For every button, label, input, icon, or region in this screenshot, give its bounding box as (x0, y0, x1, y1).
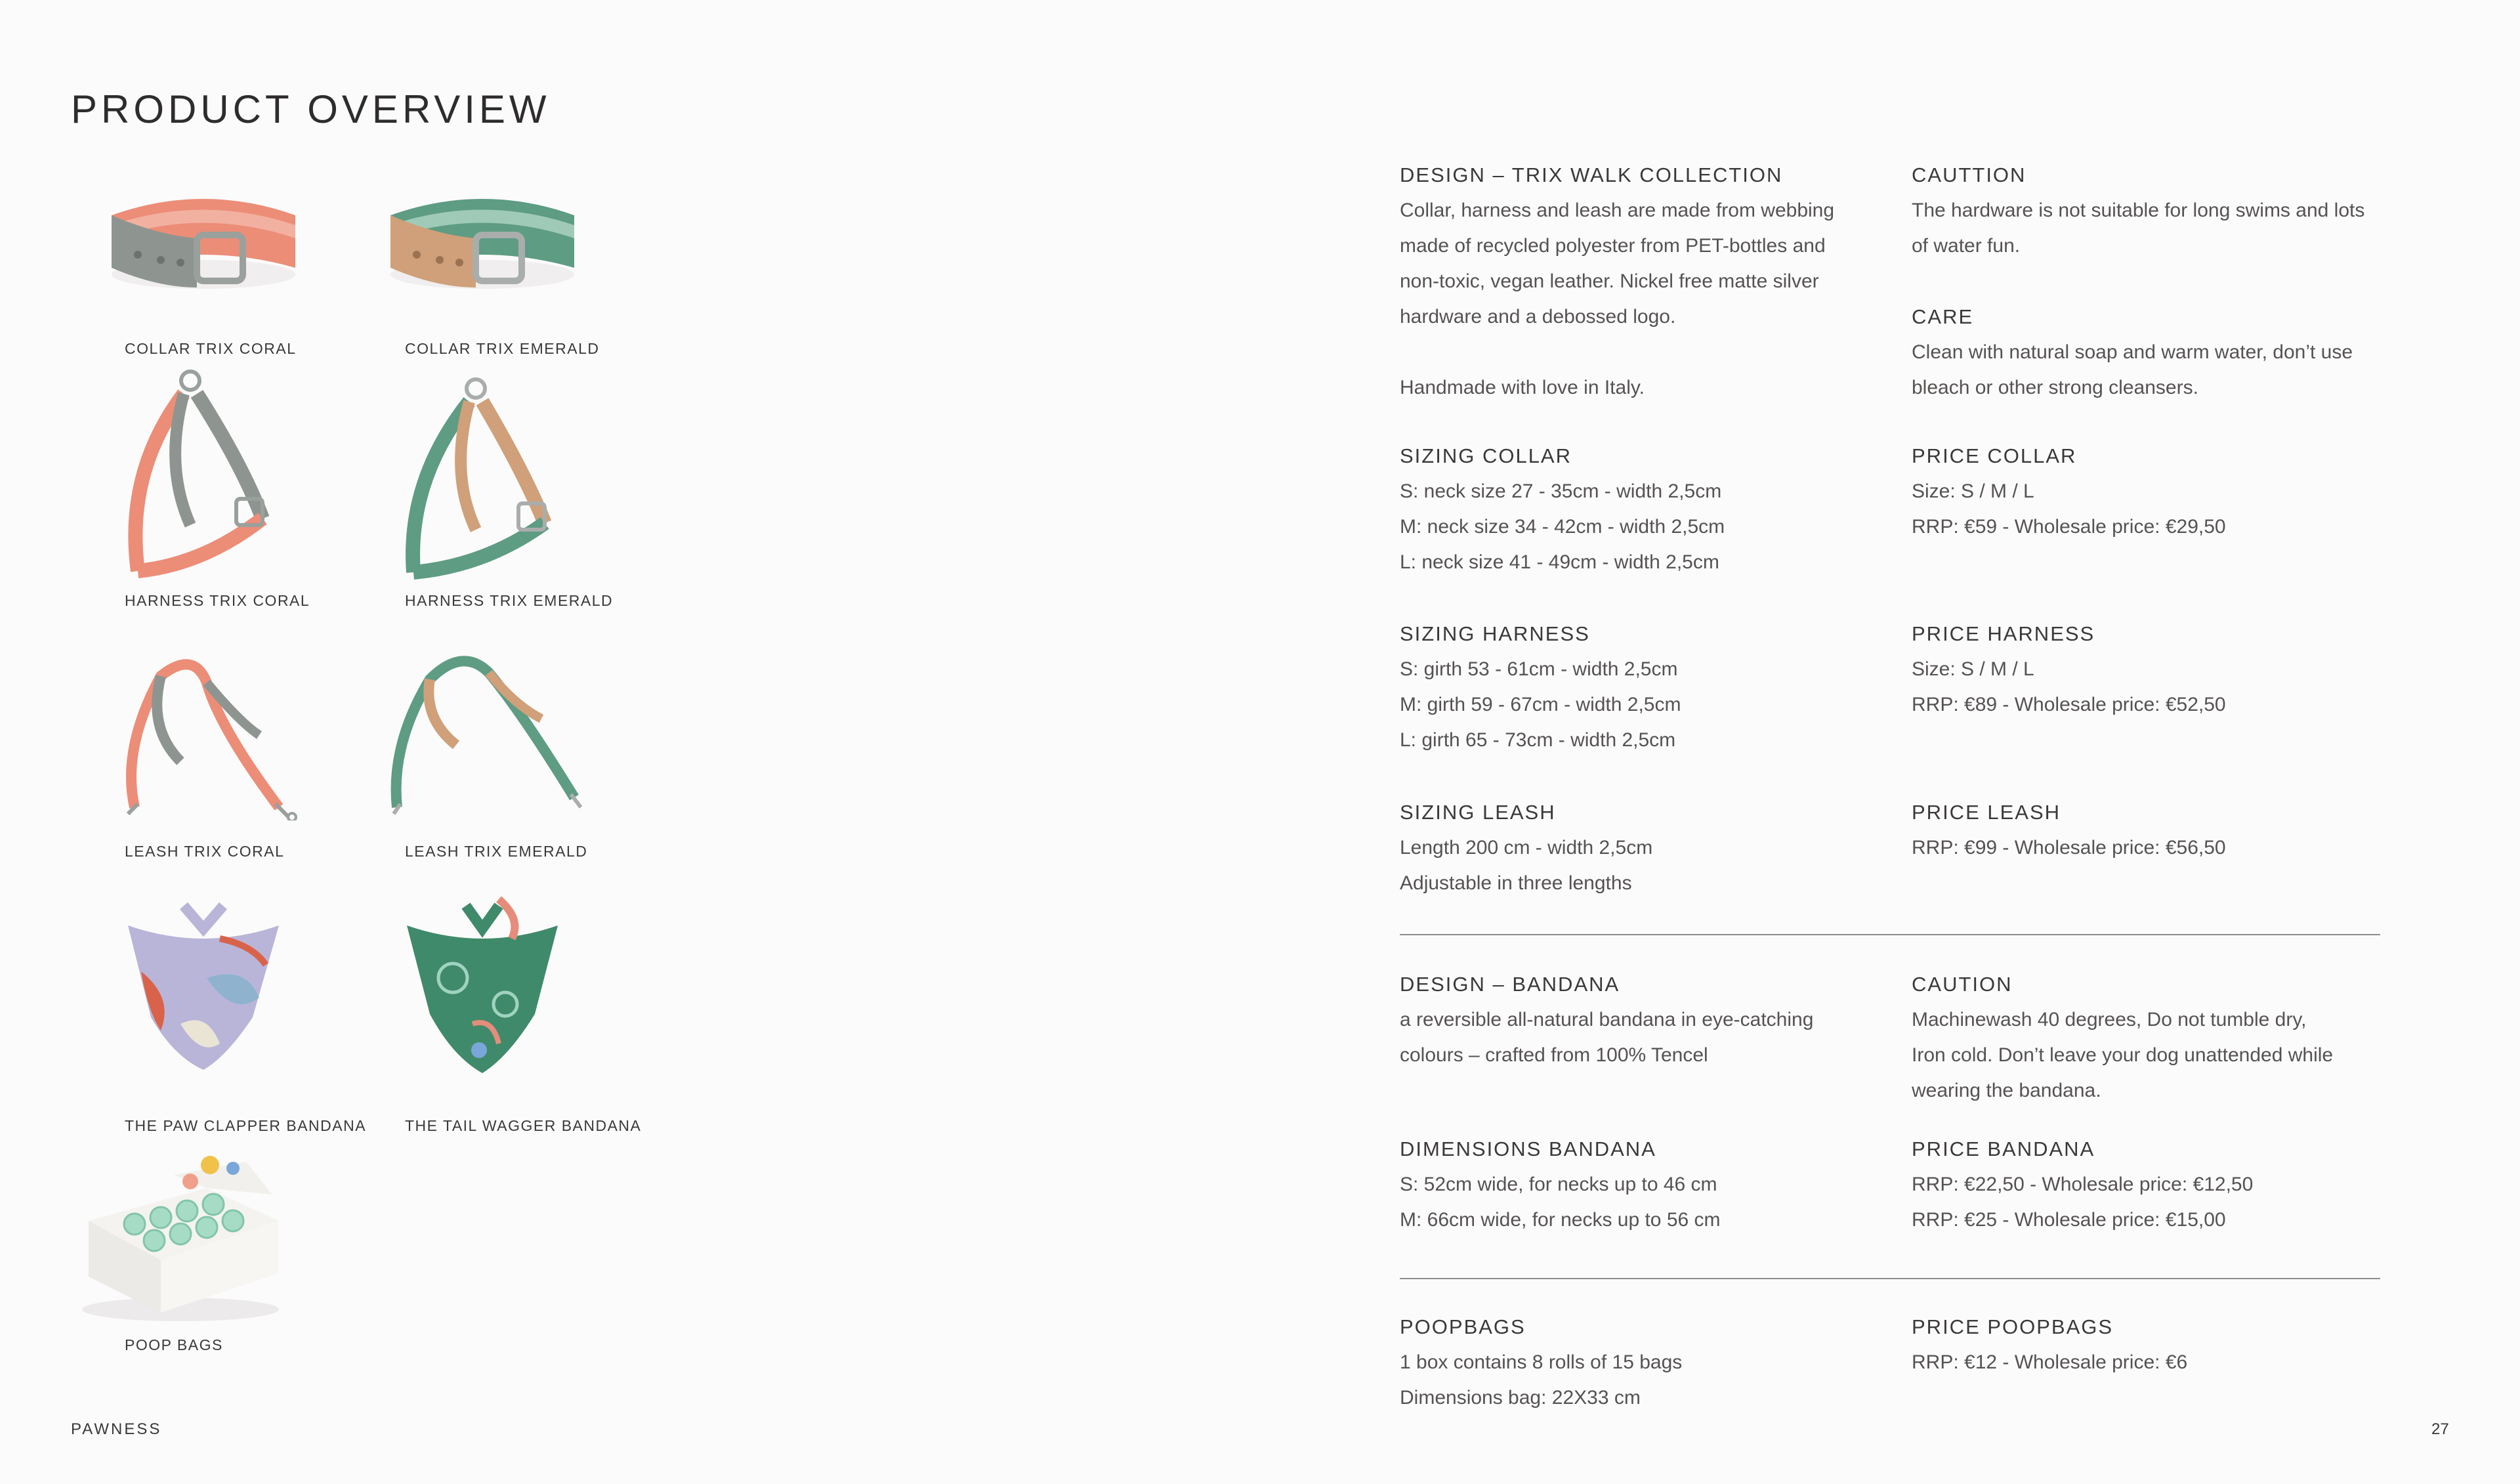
product-label: HARNESS TRIX CORAL (125, 592, 310, 609)
section-line: S: girth 53 - 61cm - width 2,5cm (1400, 658, 1678, 680)
section-line: made of recycled polyester from PET-bottles and (1400, 235, 1826, 257)
section-line: non-toxic, vegan leather. Nickel free matte silver (1400, 270, 1819, 292)
section-heading: PRICE POOPBAGS (1912, 1315, 2114, 1338)
brand-footer: PAWNESS (71, 1420, 162, 1438)
price-harness-section (1912, 616, 2384, 723)
section-line: colours – crafted from 100% Tencel (1400, 1044, 1708, 1066)
section-heading: POOPBAGS (1400, 1315, 1526, 1338)
price-poopbags-section (1912, 1309, 2384, 1380)
section-line: Collar, harness and leash are made from webbing (1400, 200, 1835, 221)
section-line: Size: S / M / L (1912, 658, 2034, 680)
section-heading: CAUTTION (1912, 163, 2026, 186)
design-bandana-section (1400, 967, 1872, 1073)
bandana-tail-wagger-image (400, 893, 564, 1076)
dimensions-bandana-section (1400, 1132, 1872, 1238)
page-number: 27 (2431, 1420, 2449, 1438)
section-line: RRP: €99 - Wholesale price: €56,50 (1912, 837, 2226, 859)
section-line: M: girth 59 - 67cm - width 2,5cm (1400, 694, 1681, 715)
section-line: bleach or other strong cleansers. (1912, 377, 2198, 398)
poop-bags-image (75, 1149, 285, 1326)
section-line: M: neck size 34 - 42cm - width 2,5cm (1400, 516, 1725, 538)
product-label: LEASH TRIX EMERALD (405, 843, 588, 860)
leash-emerald-image (384, 647, 587, 817)
section-line: M: 66cm wide, for necks up to 56 cm (1400, 1209, 1721, 1231)
product-label: COLLAR TRIX EMERALD (405, 340, 600, 357)
section-heading: DESIGN – TRIX WALK COLLECTION (1400, 163, 1783, 186)
section-line: L: girth 65 - 73cm - width 2,5cm (1400, 729, 1676, 751)
section-line: hardware and a debossed logo. (1400, 306, 1676, 328)
section-divider (1400, 1278, 2380, 1279)
section-line: Size: S / M / L (1912, 480, 2034, 502)
product-label: HARNESS TRIX EMERALD (405, 592, 614, 609)
collar-emerald-image (377, 176, 587, 320)
price-bandana-section (1912, 1132, 2384, 1238)
section-heading: DIMENSIONS BANDANA (1400, 1137, 1656, 1160)
product-label: COLLAR TRIX CORAL (125, 340, 297, 357)
collar-coral-image (98, 176, 308, 320)
section-line: Machinewash 40 degrees, Do not tumble dry, (1912, 1009, 2307, 1030)
product-label: POOP BAGS (125, 1336, 223, 1353)
product-label: THE PAW CLAPPER BANDANA (125, 1117, 367, 1134)
product-label: THE TAIL WAGGER BANDANA (405, 1117, 642, 1134)
price-leash-section (1912, 795, 2384, 866)
section-heading: PRICE BANDANA (1912, 1137, 2095, 1160)
design-trix-section (1400, 158, 1872, 406)
section-line: RRP: €12 - Wholesale price: €6 (1912, 1351, 2188, 1373)
section-heading: PRICE HARNESS (1912, 622, 2095, 645)
section-line: of water fun. (1912, 235, 2021, 257)
harness-emerald-image (394, 375, 564, 585)
section-line: a reversible all-natural bandana in eye-catching (1400, 1009, 1814, 1030)
section-line: The hardware is not suitable for long swims and lots (1912, 200, 2365, 221)
section-line: Dimensions bag: 22X33 cm (1400, 1387, 1641, 1409)
section-heading: CARE (1912, 305, 1974, 328)
section-heading: SIZING COLLAR (1400, 444, 1572, 467)
section-line: S: neck size 27 - 35cm - width 2,5cm (1400, 480, 1722, 502)
poopbags-section (1400, 1309, 1872, 1416)
sizing-collar-section (1400, 438, 1872, 580)
section-heading: DESIGN – BANDANA (1400, 973, 1620, 996)
section-line: L: neck size 41 - 49cm - width 2,5cm (1400, 551, 1719, 573)
leash-coral-image (108, 650, 312, 820)
section-divider (1400, 934, 2380, 935)
section-line (1400, 335, 1872, 370)
section-line: RRP: €25 - Wholesale price: €15,00 (1912, 1209, 2226, 1231)
section-line: S: 52cm wide, for necks up to 46 cm (1400, 1174, 1717, 1195)
price-collar-section (1912, 438, 2384, 545)
section-line: RRP: €22,50 - Wholesale price: €12,50 (1912, 1174, 2254, 1195)
section-line: Handmade with love in Italy. (1400, 377, 1645, 398)
section-heading: PRICE LEASH (1912, 801, 2061, 824)
section-line: Iron cold. Don’t leave your dog unattended while (1912, 1044, 2334, 1066)
section-line: RRP: €59 - Wholesale price: €29,50 (1912, 516, 2226, 538)
care-section (1912, 299, 2384, 406)
sizing-leash-section (1400, 795, 1872, 901)
sizing-harness-section (1400, 616, 1872, 758)
section-heading: SIZING LEASH (1400, 801, 1556, 824)
section-line: 1 box contains 8 rolls of 15 bags (1400, 1351, 1683, 1373)
page-title: PRODUCT OVERVIEW (71, 87, 551, 132)
harness-coral-image (112, 368, 282, 584)
caution-trix-section (1912, 158, 2384, 264)
section-line: Adjustable in three lengths (1400, 872, 1632, 894)
section-line: Length 200 cm - width 2,5cm (1400, 837, 1653, 859)
section-line: Clean with natural soap and warm water, don’t use (1912, 341, 2353, 363)
product-label: LEASH TRIX CORAL (125, 843, 285, 860)
section-heading: PRICE COLLAR (1912, 444, 2077, 467)
caution-bandana-section (1912, 967, 2384, 1109)
section-line: wearing the bandana. (1912, 1080, 2101, 1101)
section-heading: CAUTION (1912, 973, 2013, 996)
bandana-paw-clapper-image (121, 899, 285, 1076)
section-heading: SIZING HARNESS (1400, 622, 1590, 645)
section-line: RRP: €89 - Wholesale price: €52,50 (1912, 694, 2226, 715)
